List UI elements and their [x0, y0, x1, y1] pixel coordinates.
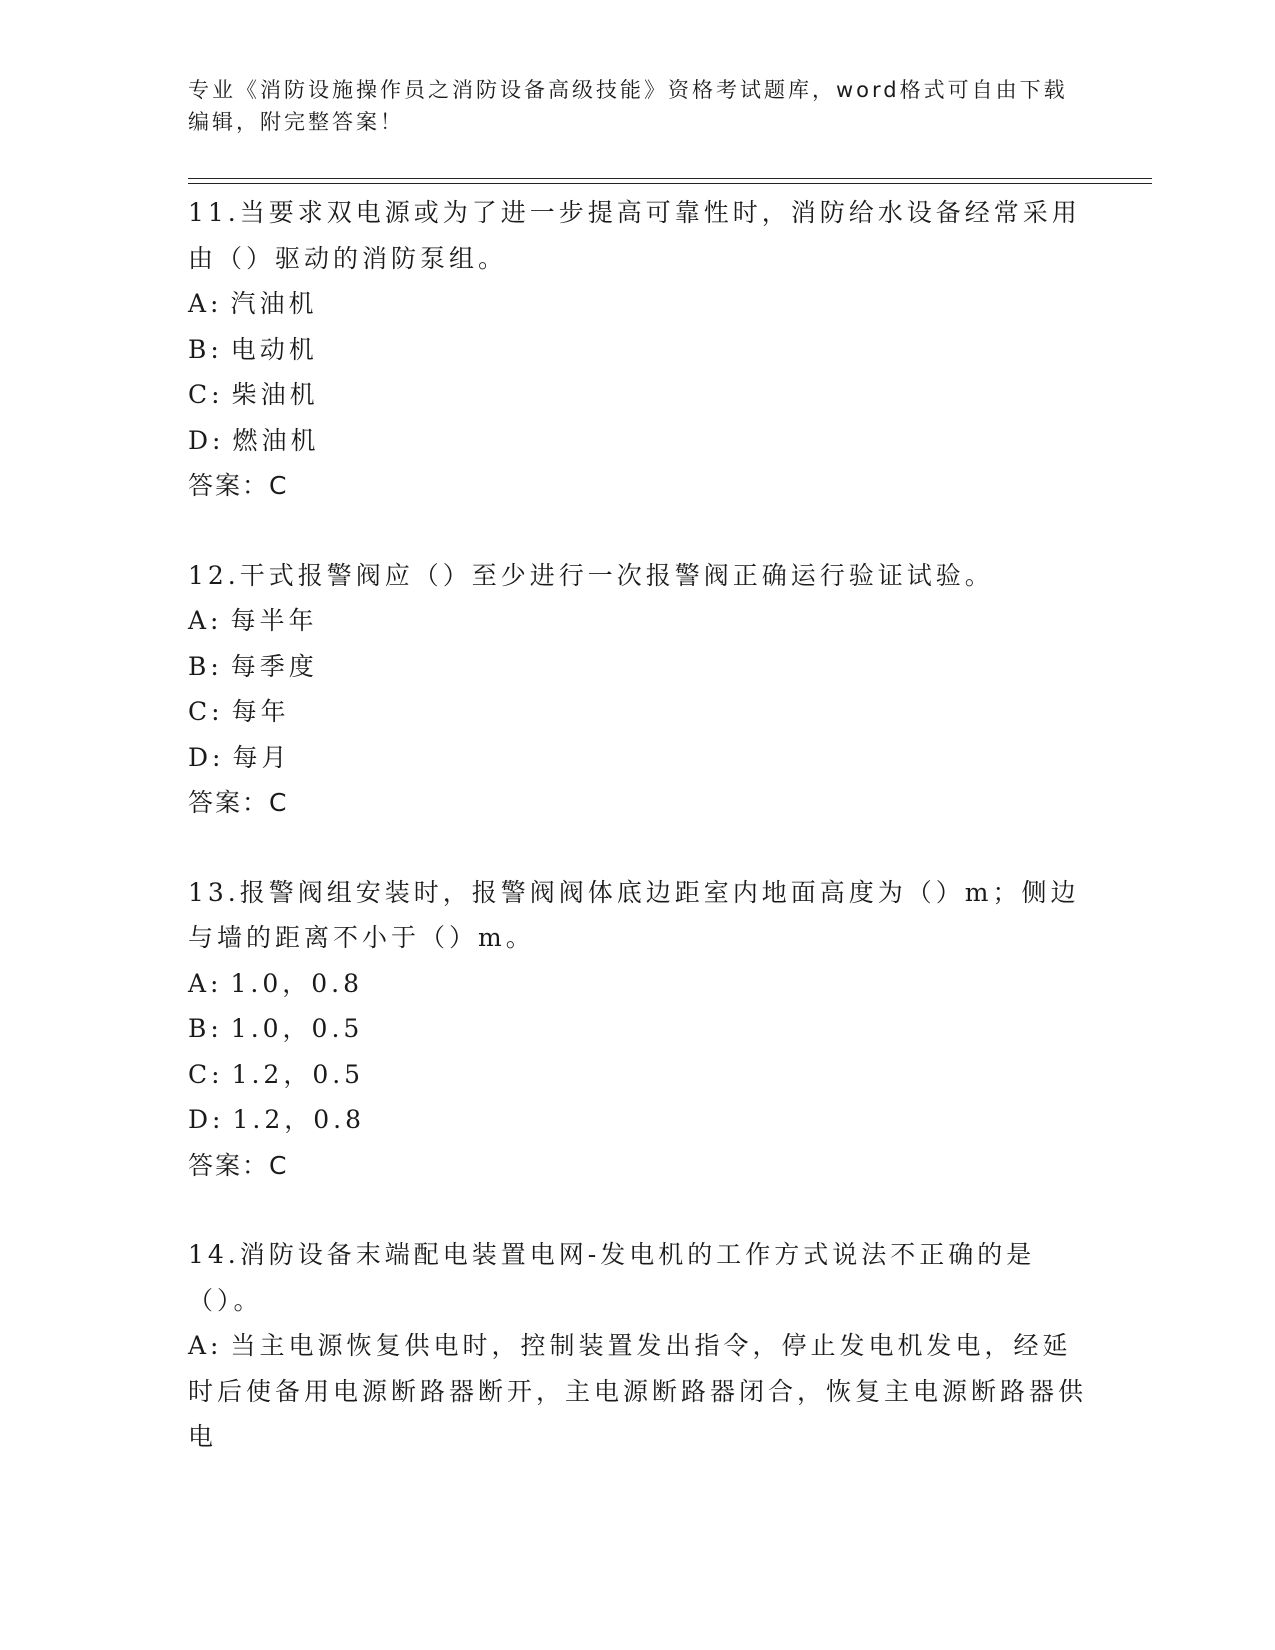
answer-line: 答案：C [188, 471, 289, 500]
option-key: D: [188, 742, 225, 772]
option-key: A: [188, 606, 223, 635]
option-key: A: [188, 289, 223, 318]
option-key: A: [188, 968, 223, 998]
question-list [188, 190, 1088, 1460]
option-a [188, 1323, 1088, 1460]
question-11 [188, 190, 1088, 509]
question-stem: 14.消防设备末端配电装置电网-发电机的工作方式说法不正确的是（）。 [188, 1240, 1036, 1315]
option-d [188, 1097, 1088, 1143]
option-text: 电动机 [230, 334, 318, 364]
option-text: 汽油机 [230, 289, 318, 318]
answer-line: 答案：C [188, 788, 289, 817]
header-divider-top [188, 178, 1152, 179]
option-key: C: [188, 380, 224, 409]
option-key: B: [188, 334, 223, 364]
option-a [188, 961, 1088, 1007]
option-text: 每月 [232, 742, 291, 772]
question-12 [188, 553, 1088, 826]
question-stem: 13.报警阀组安装时，报警阀阀体底边距室内地面高度为（）m；侧边与墙的距离不小于（）m。 [188, 877, 1080, 952]
option-b [188, 644, 1088, 690]
option-c [188, 689, 1088, 735]
option-key: D: [188, 1105, 225, 1134]
question-stem: 11.当要求双电源或为了进一步提高可靠性时，消防给水设备经常采用由（）驱动的消防泵组。 [188, 198, 1081, 273]
header-divider-bottom [188, 183, 1152, 184]
option-a [188, 281, 1088, 327]
option-c [188, 372, 1088, 418]
option-key: B: [188, 651, 223, 681]
option-text: 柴油机 [231, 380, 319, 409]
option-text: 每年 [231, 697, 290, 726]
option-key: B: [188, 1014, 223, 1043]
option-text: 当主电源恢复供电时，控制装置发出指令，停止发电机发电，经延时后使备用电源断路器断开，主电源断路器闭合，恢复主电源断路器供电 [188, 1331, 1088, 1451]
option-key: C: [188, 1059, 224, 1089]
option-key: A: [188, 1331, 223, 1360]
option-text: 1.2，0.5 [231, 1059, 365, 1089]
question-13 [188, 870, 1088, 1189]
option-text: 燃油机 [232, 425, 320, 455]
option-text: 每季度 [230, 651, 318, 681]
option-c [188, 1052, 1088, 1098]
option-text: 1.0，0.8 [230, 968, 364, 998]
option-key: C: [188, 697, 224, 726]
option-text: 1.0，0.5 [230, 1014, 364, 1043]
option-d [188, 418, 1088, 464]
option-a [188, 598, 1088, 644]
option-key: D: [188, 425, 225, 455]
question-stem: 12.干式报警阀应（）至少进行一次报警阀正确运行验证试验。 [188, 560, 994, 590]
option-text: 1.2，0.8 [232, 1105, 365, 1134]
answer-line: 答案：C [188, 1150, 289, 1180]
option-d [188, 735, 1088, 781]
document-intro: 专业《消防设施操作员之消防设备高级技能》资格考试题库，word格式可自由下载编辑，附完整答案！ [188, 78, 1068, 134]
option-b [188, 1006, 1088, 1052]
question-14 [188, 1232, 1088, 1460]
option-b [188, 327, 1088, 373]
option-text: 每半年 [230, 606, 318, 635]
